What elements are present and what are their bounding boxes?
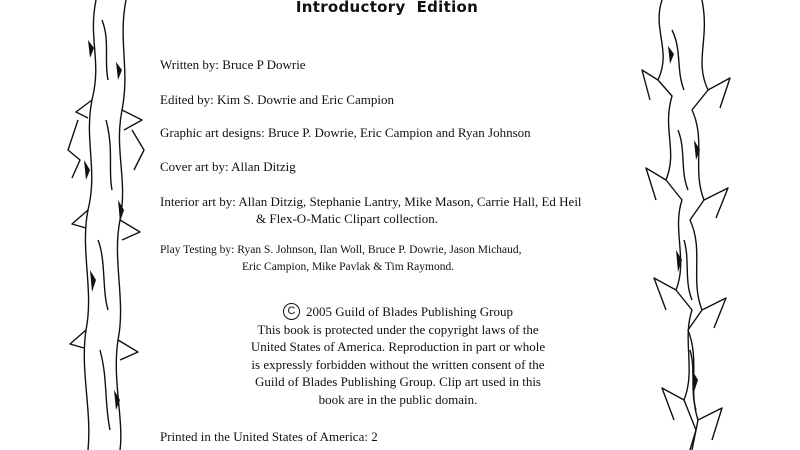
- copyright-text-3: is expressly forbidden without the written consent of the: [251, 356, 545, 372]
- copyright-text-2: United States of America. Reproduction in part or whole: [250, 339, 546, 355]
- play-testing-continued: Eric Campion, Mike Pavlak & Tim Raymond.: [242, 261, 455, 273]
- interior-art-line: Interior art by: Allan Ditzig, Stephanie Lantry, Mike Mason, Carrie Hall, Ed Heil: [160, 194, 582, 209]
- printed-in-line: Printed in the United States of America: 2: [160, 429, 378, 444]
- right-flame-border: [632, 0, 752, 450]
- interior-art-continued: & Flex-O-Matic Clipart collection.: [256, 211, 438, 226]
- copyright-notice: [230, 303, 566, 409]
- written-by-line: Written by: Bruce P Dowrie: [160, 57, 306, 72]
- left-flame-border: [58, 0, 158, 450]
- edited-by-line: Edited by: Kim S. Dowrie and Eric Campion: [160, 92, 394, 107]
- edition-title: Introductory Edition: [295, 0, 479, 16]
- cover-art-line: Cover art by: Allan Ditzig: [160, 159, 296, 174]
- play-testing-line: Play Testing by: Ryan S. Johnson, Ilan Woll, Bruce P. Dowrie, Jason Michaud,: [160, 244, 522, 256]
- copyright-text-4: Guild of Blades Publishing Group. Clip art used in this: [255, 374, 541, 390]
- graphic-art-line: Graphic art designs: Bruce P. Dowrie, Eric Campion and Ryan Johnson: [160, 125, 531, 140]
- copyright-text-5: book are in the public domain.: [318, 391, 478, 407]
- copyright-text-1: This book is protected under the copyright laws of the: [257, 321, 539, 337]
- copyright-line: 2005 Guild of Blades Publishing Group: [306, 304, 513, 319]
- copyright-icon: C: [283, 303, 300, 320]
